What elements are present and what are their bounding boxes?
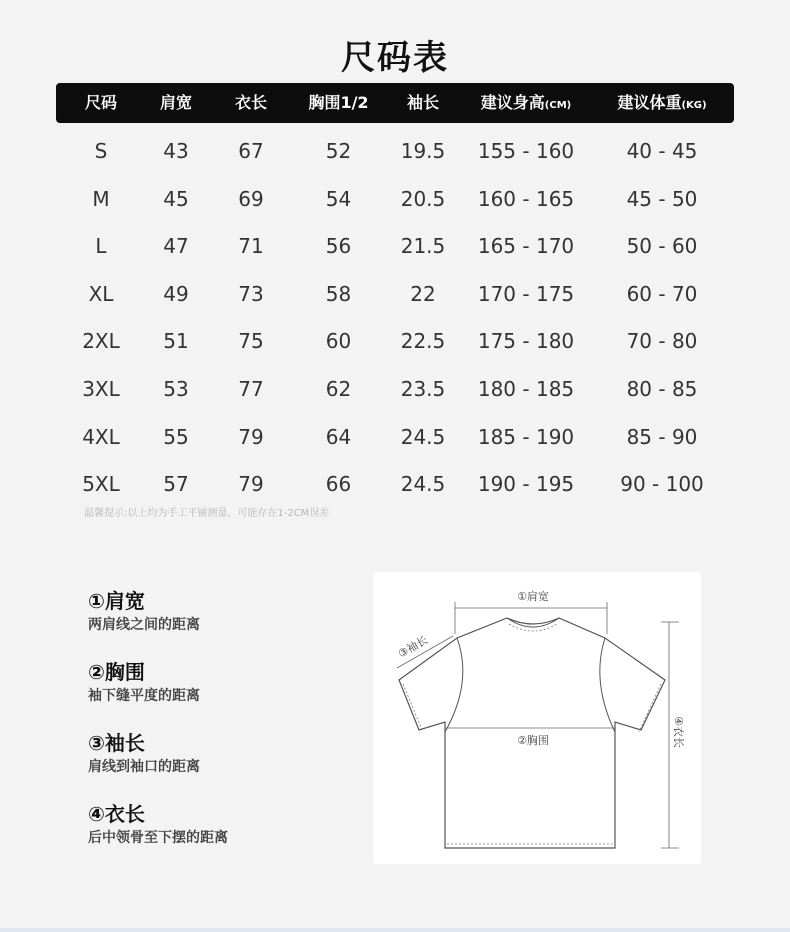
cell-length: 73 bbox=[238, 281, 264, 306]
cell-shoulder: 49 bbox=[163, 281, 189, 306]
cell-height: 185 - 190 bbox=[477, 424, 575, 449]
cell-shoulder: 45 bbox=[163, 186, 189, 211]
explanation-desc: 后中领骨至下摆的距离 bbox=[88, 830, 228, 846]
explanation-title: ①肩宽 bbox=[88, 589, 145, 613]
cell-size: M bbox=[92, 186, 110, 211]
cell-chest: 56 bbox=[325, 234, 352, 259]
cell-weight: 70 - 80 bbox=[626, 329, 698, 354]
cell-shoulder: 57 bbox=[163, 472, 189, 497]
cell-size: 2XL bbox=[82, 329, 120, 354]
shoulder-width-label: ①肩宽 bbox=[517, 590, 549, 603]
explanation-chest bbox=[88, 659, 348, 730]
cell-chest: 66 bbox=[325, 472, 352, 497]
cell-sleeve: 23.5 bbox=[400, 376, 446, 401]
header-height-label: 建议身高 bbox=[480, 93, 545, 112]
table-row bbox=[56, 461, 734, 509]
tshirt-diagram-card bbox=[373, 572, 701, 864]
cell-weight: 45 - 50 bbox=[626, 186, 698, 211]
cell-size: L bbox=[95, 234, 107, 259]
explanation-title: ③袖长 bbox=[88, 731, 145, 755]
left-sleeve-seam bbox=[445, 638, 463, 732]
header-shoulder: 肩宽 bbox=[159, 93, 192, 112]
cell-sleeve: 24.5 bbox=[400, 424, 446, 449]
table-row bbox=[56, 271, 734, 319]
cell-height: 180 - 185 bbox=[477, 376, 575, 401]
cell-weight: 80 - 85 bbox=[626, 376, 698, 401]
explanation-desc: 肩线到袖口的距离 bbox=[88, 759, 200, 775]
table-row bbox=[56, 223, 734, 271]
table-row bbox=[56, 176, 734, 224]
cell-height: 160 - 165 bbox=[477, 186, 575, 211]
garment-length-label: ④衣长 bbox=[672, 716, 685, 748]
tshirt-diagram bbox=[373, 572, 701, 864]
size-table-header bbox=[56, 83, 734, 123]
cell-length: 79 bbox=[238, 424, 264, 449]
cell-length: 79 bbox=[238, 472, 264, 497]
cell-length: 67 bbox=[238, 139, 264, 163]
cell-length: 75 bbox=[238, 329, 264, 354]
cell-weight: 50 - 60 bbox=[626, 234, 698, 259]
cell-shoulder: 43 bbox=[163, 139, 189, 163]
cell-size: XL bbox=[88, 281, 114, 306]
cell-weight: 60 - 70 bbox=[626, 281, 698, 306]
cell-length: 69 bbox=[238, 186, 264, 211]
cell-chest: 62 bbox=[325, 376, 352, 401]
bottom-divider bbox=[0, 928, 790, 932]
header-length: 衣长 bbox=[234, 93, 267, 112]
cell-sleeve: 21.5 bbox=[400, 234, 446, 259]
cell-size: S bbox=[94, 139, 108, 163]
cell-length: 71 bbox=[238, 234, 264, 259]
explanation-shoulder bbox=[88, 588, 348, 659]
header-height-unit: (CM) bbox=[544, 100, 572, 111]
cell-weight: 40 - 45 bbox=[626, 139, 698, 163]
chest-label: ②胸围 bbox=[517, 734, 549, 747]
cell-sleeve: 19.5 bbox=[400, 139, 446, 163]
cell-shoulder: 53 bbox=[163, 376, 189, 401]
cell-shoulder: 55 bbox=[163, 424, 189, 449]
cell-height: 155 - 160 bbox=[477, 139, 575, 163]
table-row bbox=[56, 318, 734, 366]
size-table-body bbox=[56, 128, 734, 509]
cell-chest: 52 bbox=[325, 139, 352, 163]
cell-weight: 85 - 90 bbox=[626, 424, 698, 449]
cell-height: 175 - 180 bbox=[477, 329, 575, 354]
cell-chest: 60 bbox=[325, 329, 352, 354]
cell-sleeve: 24.5 bbox=[400, 472, 446, 497]
cell-size: 5XL bbox=[82, 472, 120, 497]
header-weight-unit: (KG) bbox=[681, 100, 707, 111]
header-chest: 胸围1/2 bbox=[308, 93, 369, 112]
header-size: 尺码 bbox=[84, 93, 117, 112]
header-weight-label: 建议体重 bbox=[617, 93, 682, 112]
cell-size: 3XL bbox=[82, 376, 120, 401]
cell-length: 77 bbox=[238, 376, 264, 401]
sleeve-length-label: ③袖长 bbox=[396, 633, 431, 661]
measurement-explanations bbox=[88, 588, 348, 872]
table-row bbox=[56, 414, 734, 462]
cell-height: 165 - 170 bbox=[477, 234, 575, 259]
explanation-title: ②胸围 bbox=[88, 660, 145, 684]
collar-line bbox=[507, 618, 559, 627]
explanation-length bbox=[88, 801, 348, 872]
header-sleeve: 袖长 bbox=[406, 93, 439, 112]
header-height bbox=[466, 83, 586, 123]
tshirt-outline bbox=[399, 618, 665, 848]
cell-sleeve: 20.5 bbox=[400, 186, 446, 211]
cell-sleeve: 22.5 bbox=[400, 329, 446, 354]
cell-weight: 90 - 100 bbox=[620, 472, 704, 497]
cell-chest: 64 bbox=[325, 424, 352, 449]
page-title: 尺码表 bbox=[341, 38, 449, 78]
cell-chest: 54 bbox=[325, 186, 352, 211]
table-row bbox=[56, 128, 734, 176]
right-sleeve-seam bbox=[600, 638, 615, 732]
measurement-note: 温馨提示:以上均为手工平铺测量，可能存在1-2CM误差 bbox=[84, 508, 330, 519]
cell-height: 190 - 195 bbox=[477, 472, 575, 497]
table-row bbox=[56, 366, 734, 414]
cell-size: 4XL bbox=[82, 424, 120, 449]
explanation-title: ④衣长 bbox=[88, 802, 145, 826]
header-weight bbox=[598, 83, 726, 123]
explanation-desc: 袖下缝平度的距离 bbox=[88, 688, 200, 704]
cell-sleeve: 22 bbox=[410, 281, 436, 306]
explanation-desc: 两肩线之间的距离 bbox=[88, 617, 200, 633]
explanation-sleeve bbox=[88, 730, 348, 801]
cell-shoulder: 47 bbox=[163, 234, 189, 259]
cell-height: 170 - 175 bbox=[477, 281, 575, 306]
cell-shoulder: 51 bbox=[163, 329, 189, 354]
cell-chest: 58 bbox=[325, 281, 352, 306]
